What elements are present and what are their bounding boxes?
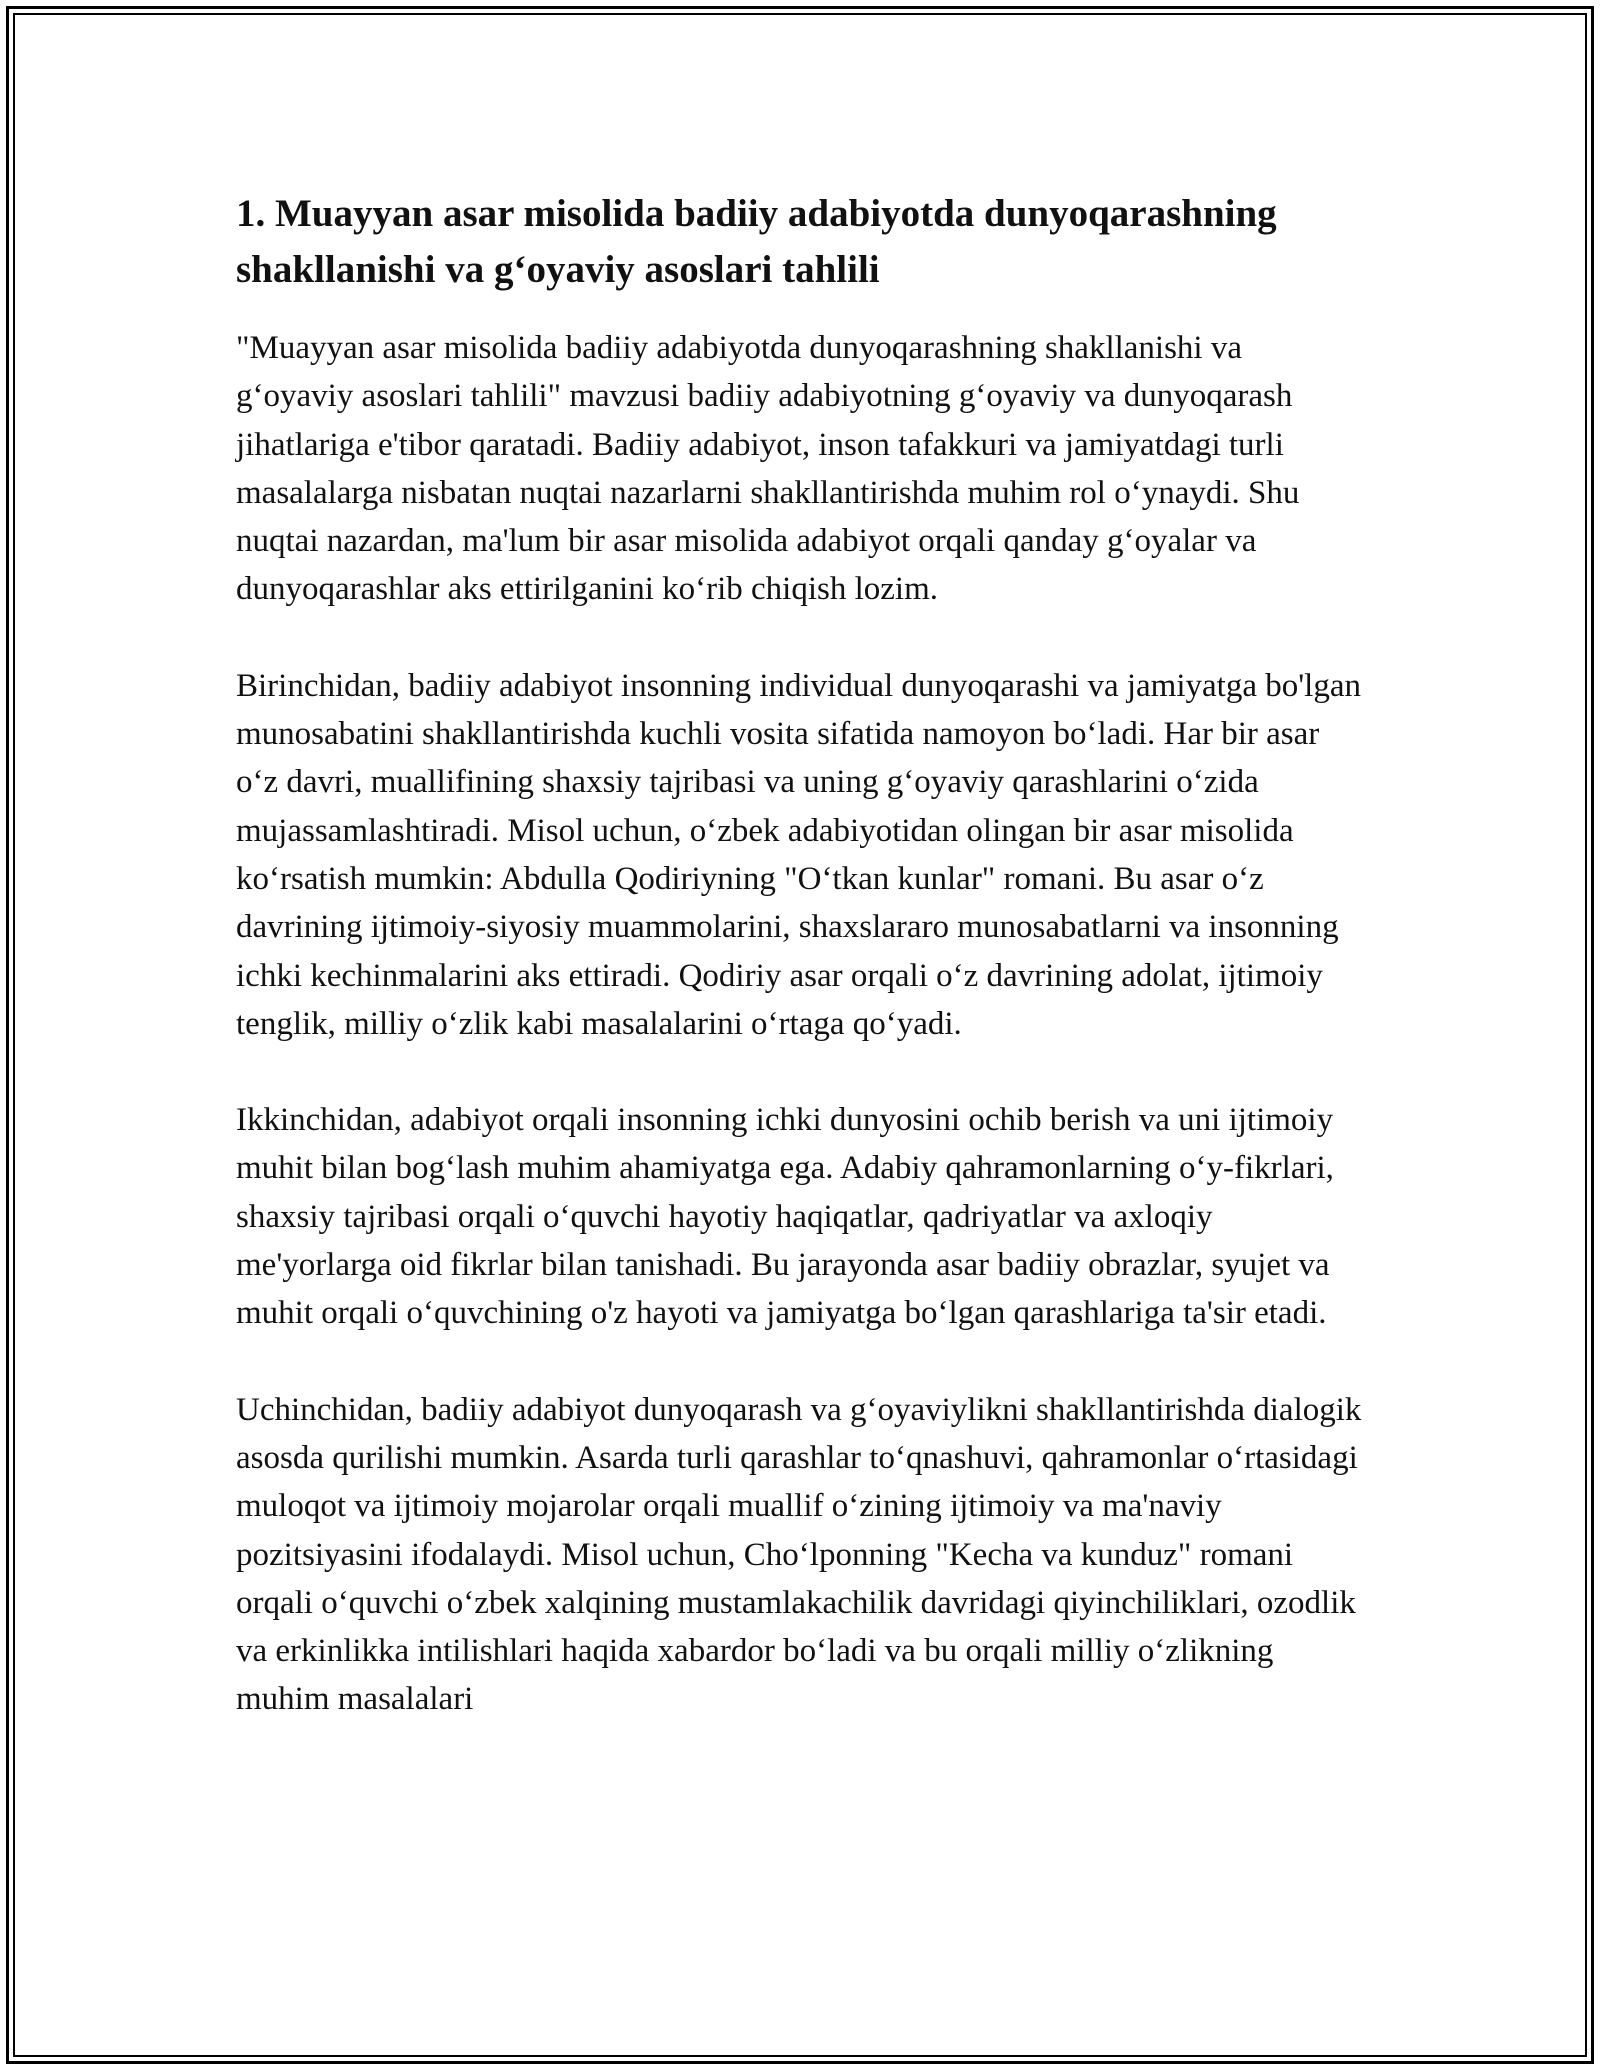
document-body bbox=[236, 186, 1366, 1724]
section-heading: 1. Muayyan asar misolida badiiy adabiyotda dunyoqarashning shakllanishi va g‘oyaviy asoslari tahlili bbox=[236, 192, 1277, 291]
paragraph-first-point: Birinchidan, badiiy adabiyot insonning individual dunyoqarashi va jamiyatga bo'lgan munosabatini shakllantirishda kuchli vosita sifatida namoyon bo‘ladi. Har bir asar o‘z davri, muallifining shaxsiy tajribasi va uning g‘oyaviy qarashlarini o‘zida mujassamlashtiradi. Misol uchun, o‘zbek adabiyotidan olingan bir asar misolida ko‘rsatish mumkin: Abdulla Qodiriyning "O‘tkan kunlar" romani. Bu asar o‘z davrining ijtimoiy-siyosiy muammolarini, shaxslararo munosabatlarni va insonning ichki kechinmalarini aks ettiradi. Qodiriy asar orqali o‘z davrining adolat, ijtimoiy tenglik, milliy o‘zlik kabi masalalarini o‘rtaga qo‘yadi. bbox=[236, 667, 1361, 1042]
paragraph-second-point: Ikkinchidan, adabiyot orqali insonning ichki dunyosini ochib berish va uni ijtimoiy muhit bilan bog‘lash muhim ahamiyatga ega. Adabiy qahramonlarning o‘y-fikrlari, shaxsiy tajribasi orqali o‘quvchi hayotiy haqiqatlar, qadriyatlar va axloqiy me'yorlarga oid fikrlar bilan tanishadi. Bu jarayonda asar badiiy obrazlar, syujet va muhit orqali o‘quvchining o'z hayoti va jamiyatga bo‘lgan qarashlariga ta'sir etadi. bbox=[236, 1102, 1334, 1332]
paragraph-intro: "Muayyan asar misolida badiiy adabiyotda dunyoqarashning shakllanishi va g‘oyaviy asoslari tahlili" mavzusi badiiy adabiyotning g‘oyaviy va dunyoqarash jihatlariga e'tibor qaratadi. Badiiy adabiyot, inson tafakkuri va jamiyatdagi turli masalalarga nisbatan nuqtai nazarlarni shakllantirishda muhim rol o‘ynaydi. Shu nuqtai nazardan, ma'lum bir asar misolida adabiyot orqali qanday g‘oyalar va dunyoqarashlar aks ettirilganini ko‘rib chiqish lozim. bbox=[236, 330, 1300, 608]
paragraph-third-point: Uchinchidan, badiiy adabiyot dunyoqarash va g‘oyaviylikni shakllantirishda dialogik asosda qurilishi mumkin. Asarda turli qarashlar to‘qnashuvi, qahramonlar o‘rtasidagi muloqot va ijtimoiy mojarolar orqali muallif o‘zining ijtimoiy va ma'naviy pozitsiyasini ifodalaydi. Misol uchun, Cho‘lponning "Kecha va kunduz" romani orqali o‘quvchi o‘zbek xalqining mustamlakachilik davridagi qiyinchiliklari, ozodlik va erkinlikka intilishlari haqida xabardor bo‘ladi va bu orqali milliy o‘zlikning muhim masalalari bbox=[236, 1391, 1362, 1718]
